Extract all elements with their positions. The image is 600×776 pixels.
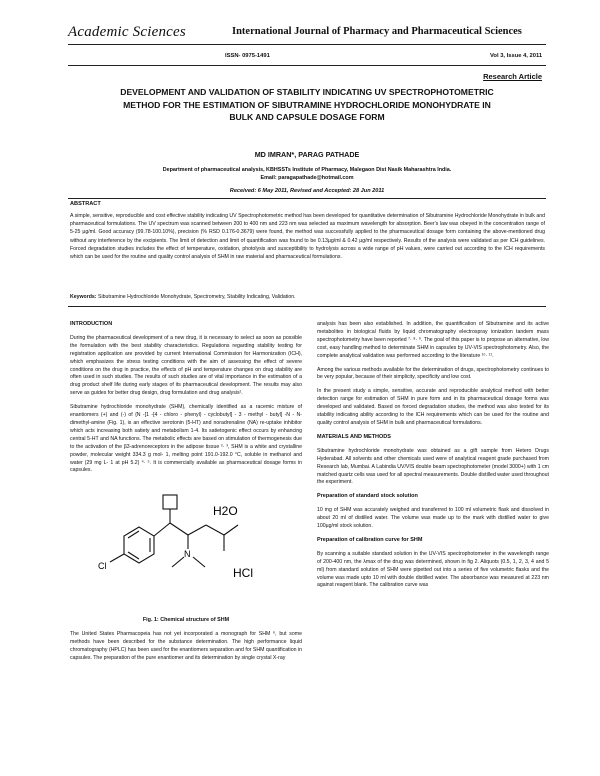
abstract-text: A simple, sensitive, reproducible and cost effective stability indicating UV Spectrophotometric method has been developed for quantitative determination of Sibutramine Hydrochloride Monohydrate in bulk and pharmaceutical formulations. The UV spectrum was scanned between 200 to 400 nm and 223 nm was selected as maximum wavelength for absorption. Beer's law was obeyed in the concentration range of 5-25 µg/ml. Good accuracy (99.78-100.10%), precision (% RSD 0.176-0.3679) were found, the method was successfully applied to the pharmaceutical dosage form containing the above-mentioned drug without any interference by the excipients. The limit of detection and limit of quantification was found to be 0.13µg/ml & 0.42 µg/ml respectively. Results of the analysis were validated as per ICH guidelines. Forced degradation studies includes the effect of temperature, oxidation, photolysis and susceptibility to hydrolysis across a wide range of pH values, were carried out according to the ICH requirements which can be used for the routine and quality control analysis of SHM in raw material and pharmaceutical formulations.	[70, 213, 545, 261]
title-line: BULK AND CAPSULE DOSAGE FORM	[229, 112, 385, 122]
bond	[110, 554, 124, 562]
header-rule-top	[68, 44, 546, 45]
bond	[188, 525, 206, 535]
body-paragraph: Among the various methods available for the determination of drugs, spectrophotometry continues to be very popular, because of their simplicity, specificity and low cost.	[317, 366, 549, 381]
received-dates: Received: 6 May 2011, Revised and Accepted: 28 Jun 2011	[229, 188, 385, 194]
bond	[154, 523, 170, 536]
authors: MD IMRAN*, PARAG PATHADE	[254, 150, 360, 159]
volume-issue: Vol 3, Issue 4, 2011	[490, 53, 543, 59]
body-paragraph: 10 mg of SHM was accurately weighed and transferred to 100 ml volumetric flask and dissolved in about 20 ml of distilled water. The volume was made up to the mark with distilled water to give 100µg/ml stock solution.	[317, 507, 549, 530]
intro-paragraph-3: The United States Pharmacopeia has not yet incorporated a monograph for SHM ⁶, but some methods have been described for the substance determination. The high performance liquid chromatography (HPLC) has been used for the enantiomers separation and for SHM quantification in capsules. The preparation of the pure enantiomer and its determination by single crystal X-ray	[70, 631, 302, 661]
issn: ISSN- 0975-1491	[225, 53, 270, 59]
body-paragraph: By scanning a suitable standard solution in the UV-VIS spectrophotometer in the wavelength range of 200-400 nm, the λmax of the drug was determined, shown in fig 2. Aliquots (0.5, 1, 2, 3, 4 and 5 ml) from standard solution of SHM were pipetted out into a series of five volumetric flasks and the volume was made upto 10 ml with double distilled water. The absorbance was measured at 223 nm against reagent blank. The calibration curve was	[317, 550, 549, 589]
article-title	[68, 86, 546, 124]
cyclobutane-ring	[163, 495, 177, 509]
bond	[172, 557, 184, 567]
stock-solution-heading: Preparation of standard stock solution	[317, 493, 418, 500]
article-type: Research Article	[483, 72, 542, 81]
hcl-label: HCl	[233, 566, 253, 581]
hydrate-label: H2O	[213, 504, 238, 519]
calibration-heading: Preparation of calibration curve for SHM	[317, 536, 423, 543]
email: Email: paragapathade@hotmail.com	[260, 175, 354, 181]
abstract-rule-top	[68, 198, 546, 199]
chemical-structure-figure	[70, 481, 302, 614]
abstract-heading: ABSTRACT	[70, 201, 101, 207]
right-column	[317, 321, 549, 596]
journal-name: International Journal of Pharmacy and Pharmaceutical Sciences	[232, 26, 522, 37]
keywords-label: Keywords:	[70, 294, 97, 300]
header-rule-bottom	[68, 65, 546, 66]
introduction-heading: INTRODUCTION	[70, 321, 113, 327]
keywords	[70, 294, 545, 300]
bond	[193, 557, 205, 567]
body-paragraph: analysis has been also established. In addition, the quantification of Sibutramine and its active metabolites in biological fluids by liquid chromatography electrospray ionization tandem mass spectrophotometry have been reported ⁷· ⁸· ⁹. The goal of this paper is to propose an alternative, low cost, easy handling method to determinate SHM in capsules by UV-VIS spectrophotometry. Also, the complete analytical validation was performed according to the literature ¹⁰· ¹¹.	[317, 321, 549, 359]
amine-n-label: N	[184, 549, 191, 560]
affiliation-block	[68, 166, 546, 182]
intro-paragraph-2: Sibutramine hydrochloride monohydrate (SHM), chemically identified as a racemic mixture of enantiomers (+) and (-) of {N -[1 -[4 - chloro - phenyl) - cyclobutyl] - 3 - methyl - butyl] -N - N-dimethyl-amine (Fig. 1), is an effective serotonin (5-HT) and noradrenaline (NA) re-uptake inhibitor which acts increasing both satiety and metabolism 1-4. Its satietogenic effect occurs by enhancing central 5-HT and NA functions. The metabolic effects are based on stimulation of thermogenesis due to the activation of the β3-adrenoreceptors in the adipose tissue ²· ³, SHM is a white and crystalline powder, molecular weight 334.3 g mol- 1, melting point 191.0-192.0 °C, soluble in methanol and water (29 mg L- 1 at pH 5.2) ⁴· ⁵. It is commercially available as pharmaceutical dosage forms in capsules.	[70, 404, 302, 474]
keywords-text: Sibutramine Hydrochloride Monohydrate, Spectrometry, Stability Indicating, Validation.	[97, 294, 296, 300]
bond	[206, 525, 224, 535]
title-line: DEVELOPMENT AND VALIDATION OF STABILITY INDICATING UV SPECTROPHOTOMETRIC	[120, 87, 494, 97]
affiliation: Department of pharmaceutical analysis, KBHSSTs Institute of Pharmacy, Malegaon Dist Nasik Maharashtra India.	[162, 167, 452, 173]
intro-paragraph-1: During the pharmaceutical development of a new drug, it is necessary to select as soon as possible the formulation with the best stability characteristics. Regulations regarding stability testing for registration application are provided by current International Commission for Harmonization (ICH), which emphasizes the stress testing conditions with the aim of assessing the effect of severe conditions on the drug in practice, the effects of pH and temperature changes on drug stability are often used in such studies. The results of such studies are of vital importance in the estimation of a drug product shelf life during early stages of its pharmaceutical development. The results may also serve as guides for better drug design, drug formulation and drug analysis¹.	[70, 334, 302, 397]
title-line: METHOD FOR THE ESTIMATION OF SIBUTRAMINE HYDROCHLORIDE MONOHYDRATE IN	[123, 99, 491, 110]
left-column	[70, 321, 302, 669]
body-paragraph: Sibutramine hydrochloride monohydrate was obtained as a gift sample from Hetero Drugs Hyderabad. All solvents and other chemicals used were of analytical reagent grade purchased from Research lab, Mumbai. A Labindia UV/VIS double beam spectrophotometer (model 3000+) with 1 cm matched quartz cells was used for all spectral measurements. Double distilled water used throughout the experiment.	[317, 447, 549, 486]
journal-logo: Academic Sciences	[68, 24, 186, 40]
bond	[224, 525, 238, 535]
chemical-structure-svg	[70, 481, 302, 614]
abstract-rule-bottom	[68, 306, 546, 307]
bond	[170, 523, 188, 535]
figure-caption: Fig. 1: Chemical structure of SHM	[142, 617, 230, 624]
chlorine-label: Cl	[98, 561, 107, 572]
body-paragraph: In the present study a simple, sensitive, accurate and reproducible analytical method with better detection range for estimation of SHM in pure form and in its pharmaceutical dosage forms was developed and validated. Based on forced degradation studies, the method was also tested for its stability indicating ability according to the ICH requirements which can be used for the routine and quality control analysis of SHM in bulk and pharmaceutical formulations.	[317, 388, 549, 426]
materials-methods-heading: MATERIALS AND METHODS	[317, 433, 391, 440]
